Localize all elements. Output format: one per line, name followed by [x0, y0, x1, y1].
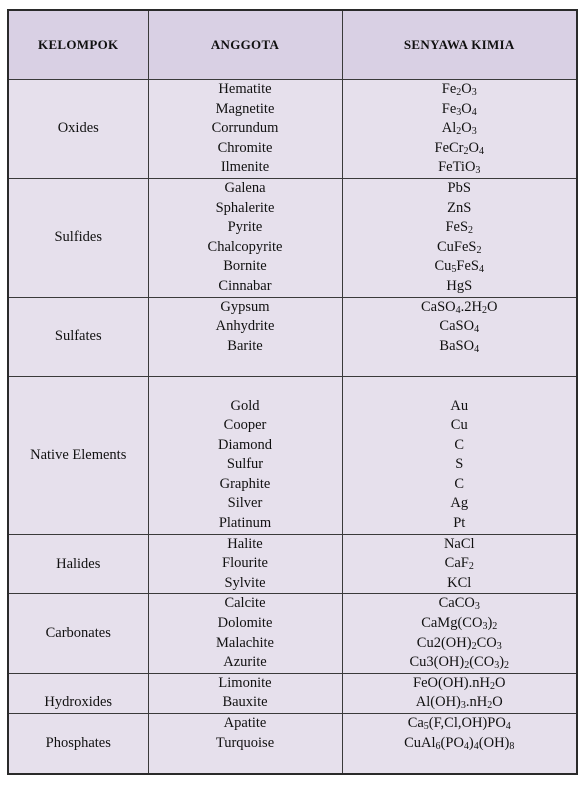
members-cell-phosphates [148, 714, 342, 774]
chemical-formula: Ag [450, 495, 469, 512]
members-cell-sulfates [148, 297, 342, 376]
mineral-name: Barite [227, 337, 263, 354]
chemical-formula: $Al_2O_3$ [441, 120, 477, 138]
formulas-cell-carbonates [342, 594, 577, 673]
mineral-name: Sulfur [226, 456, 264, 473]
chemical-formula: CaCO$_3$ [438, 595, 480, 613]
chemical-formula: FeTiO$_3$ [438, 159, 481, 177]
chemical-formula: $Fe_3O_4$ [441, 100, 477, 118]
formulas-native-elements-spacer-lead-0 [343, 377, 577, 397]
mineral-name: Azurite [223, 654, 267, 671]
mineral-name: Flourite [222, 555, 268, 572]
chemical-formula: $CaMg(CO_3)_2$ [421, 615, 498, 633]
mineral-name: Dolomite [217, 615, 273, 632]
mineral-name: Apatite [223, 715, 267, 731]
header-anggota-label: ANGGOTA [210, 37, 280, 52]
chemical-formula: ZnS [447, 199, 472, 216]
mineral-name: Gold [230, 397, 260, 414]
table-row [8, 714, 577, 774]
chemical-formula: $FeO(OH).nH_2O$ [413, 674, 506, 692]
header-senyawa-kimia-label: SENYAWA KIMIA [403, 37, 515, 52]
group-name-halides: Halides [8, 534, 148, 594]
chemical-formula: $Cu_5FeS_4$ [434, 258, 484, 276]
header-kelompok [8, 10, 148, 80]
mineral-name: Galena [224, 179, 266, 196]
header-senyawa-kimia [342, 10, 577, 80]
mineral-name: Platinum [218, 515, 272, 532]
mineral-name: Anhydrite [215, 318, 275, 335]
members-cell-hydroxides [148, 673, 342, 713]
members-cell-native-elements [148, 376, 342, 534]
mineral-name: Magnetite [215, 100, 275, 117]
mineral-name: Cinnabar [218, 277, 272, 294]
table-row [8, 594, 577, 673]
chemical-formula: PbS [447, 179, 471, 196]
group-name-hydroxides: Hydroxides [8, 673, 148, 713]
mineral-name: Cooper [223, 417, 267, 434]
formulas-sulfates-spacer-tail-0 [343, 356, 577, 376]
formulas-cell-halides [342, 534, 577, 594]
mineral-name: Ilmenite [220, 159, 270, 176]
mineral-name: Calcite [224, 595, 266, 612]
mineral-name: Sphalerite [215, 199, 275, 216]
chemical-formula: $CaSO_4.2H_2O$ [421, 298, 498, 316]
chemical-formula: CaSO$_4$ [439, 318, 480, 336]
formulas-cell-sulfates [342, 297, 577, 376]
members-sulfates-spacer-tail-0 [149, 356, 342, 376]
mineral-name: Gypsum [220, 298, 270, 315]
chemical-formula: Pt [453, 515, 466, 532]
formulas-cell-sulfides [342, 178, 577, 297]
members-phosphates-spacer-tail-0 [149, 753, 342, 773]
mineral-name: Graphite [219, 475, 271, 492]
group-name-sulfides: Sulfides [8, 178, 148, 297]
header-row [8, 10, 577, 80]
mineral-groups-table [7, 9, 578, 775]
mineral-name: Chromite [217, 139, 273, 156]
mineral-name: Corrundum [211, 120, 279, 137]
mineral-name: Silver [227, 495, 263, 512]
members-cell-halides [148, 534, 342, 594]
group-name-oxides: Oxides [8, 80, 148, 179]
group-name-carbonates: Carbonates [8, 594, 148, 673]
formulas-cell-phosphates [342, 714, 577, 774]
chemical-formula: HgS [446, 277, 473, 294]
group-name-native-elements: Native Elements [8, 376, 148, 534]
table-row [8, 178, 577, 297]
members-cell-sulfides [148, 178, 342, 297]
group-name-sulfates: Sulfates [8, 297, 148, 376]
table-body [8, 80, 577, 774]
group-name-phosphates: Phosphates [8, 714, 148, 774]
mineral-name: Diamond [218, 436, 272, 453]
chemical-formula: NaCl [443, 535, 475, 552]
chemical-formula: C [454, 436, 465, 453]
members-cell-oxides [148, 80, 342, 179]
chemical-formula: CuFeS$_2$ [437, 238, 482, 256]
table-row [8, 376, 577, 534]
header-kelompok-label: KELOMPOK [38, 37, 119, 52]
table-row [8, 534, 577, 594]
chemical-formula: Cu [450, 417, 468, 434]
chemical-formula: BaSO$_4$ [439, 337, 480, 355]
mineral-name: Malachite [216, 634, 274, 651]
chemical-formula: $Fe_2O_3$ [441, 81, 477, 98]
mineral-name: Bornite [223, 258, 267, 275]
mineral-name: Chalcopyrite [207, 238, 283, 255]
table-row [8, 673, 577, 713]
chemical-formula: $CuAl_6(PO_4)_4(OH)_8$ [404, 734, 515, 752]
mineral-name: Hematite [218, 81, 272, 97]
members-native-elements-spacer-lead-0 [149, 377, 342, 397]
chemical-formula: C [454, 475, 465, 492]
mineral-name: Pyrite [227, 219, 263, 236]
table-row [8, 297, 577, 376]
mineral-name: Sylvite [224, 574, 266, 591]
mineral-name: Limonite [218, 674, 272, 691]
chemical-formula: $Cu3(OH)_2(CO_3)_2$ [409, 654, 510, 672]
chemical-formula: S [455, 456, 464, 473]
members-cell-carbonates [148, 594, 342, 673]
chemical-formula: CaF$_2$ [444, 555, 474, 573]
chemical-formula: KCl [447, 574, 472, 591]
chemical-formula: $FeCr_2O_4$ [434, 139, 484, 157]
header-anggota [148, 10, 342, 80]
formulas-cell-native-elements [342, 376, 577, 534]
chemical-formula: $Ca_5(F,Cl,OH)PO_4$ [407, 715, 511, 732]
chemical-formula: $Cu2(OH)_2CO_3$ [416, 634, 502, 652]
table-row [8, 80, 577, 179]
chemical-formula: $Al(OH)_3.nH_2O$ [415, 694, 503, 712]
mineral-name: Bauxite [222, 694, 268, 711]
mineral-name: Turquoise [215, 734, 275, 751]
table-header [8, 10, 577, 80]
formulas-phosphates-spacer-tail-0 [343, 753, 577, 773]
formulas-cell-oxides [342, 80, 577, 179]
chemical-formula: Au [450, 397, 469, 414]
formulas-cell-hydroxides [342, 673, 577, 713]
chemical-formula: FeS$_2$ [445, 219, 474, 237]
mineral-name: Halite [227, 535, 263, 552]
